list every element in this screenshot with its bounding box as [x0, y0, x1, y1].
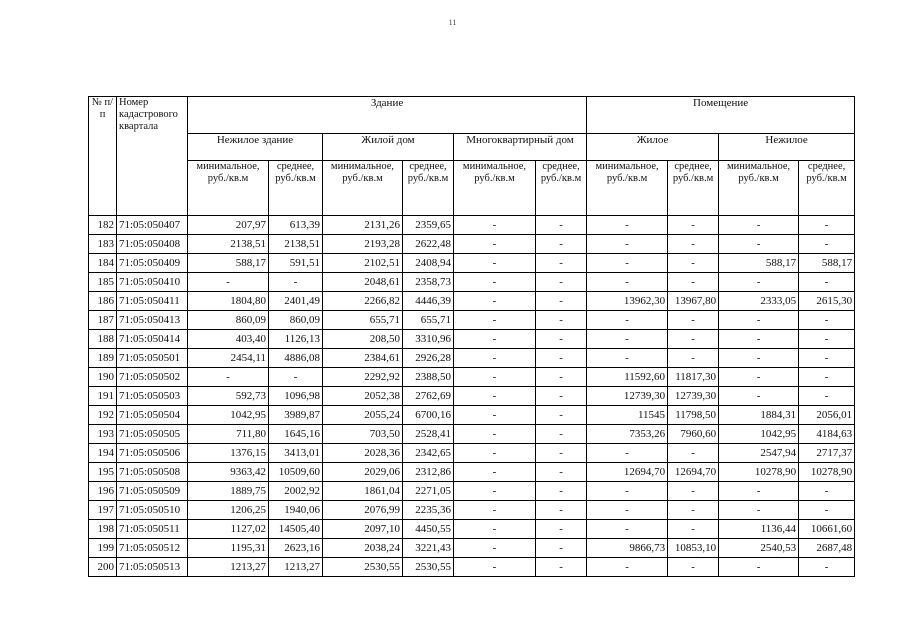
value-cell: -	[454, 520, 536, 539]
value-cell: -	[719, 216, 799, 235]
value-cell: -	[536, 368, 587, 387]
cadastral-value-table	[88, 96, 855, 577]
header-residential-house: Жилой дом	[323, 134, 454, 161]
value-cell: -	[454, 539, 536, 558]
value-cell: 11592,60	[587, 368, 668, 387]
value-cell: -	[454, 292, 536, 311]
value-cell: -	[799, 216, 855, 235]
table-row	[89, 235, 855, 254]
value-cell: -	[454, 558, 536, 577]
cadastral-number-cell: 71:05:050510	[117, 501, 188, 520]
table-row	[89, 463, 855, 482]
value-cell: 613,39	[269, 216, 323, 235]
value-cell: -	[536, 482, 587, 501]
row-number-cell: 182	[89, 216, 117, 235]
value-cell: 2401,49	[269, 292, 323, 311]
value-cell: 13962,30	[587, 292, 668, 311]
row-number-cell: 199	[89, 539, 117, 558]
value-cell: 2540,53	[719, 539, 799, 558]
row-number-cell: 190	[89, 368, 117, 387]
value-cell: -	[668, 501, 719, 520]
value-cell: 1195,31	[188, 539, 269, 558]
header-avg: среднее, руб./кв.м	[799, 161, 855, 216]
value-cell: -	[536, 539, 587, 558]
header-cadastral-quarter: Номер кадастрового квартала	[117, 97, 188, 216]
value-cell: -	[799, 482, 855, 501]
value-cell: -	[454, 387, 536, 406]
value-cell: -	[668, 311, 719, 330]
row-number-cell: 188	[89, 330, 117, 349]
row-number-cell: 193	[89, 425, 117, 444]
table-body	[89, 216, 855, 577]
header-min: минимальное, руб./кв.м	[454, 161, 536, 216]
value-cell: 655,71	[323, 311, 403, 330]
table-row	[89, 520, 855, 539]
value-cell: 403,40	[188, 330, 269, 349]
value-cell: -	[799, 273, 855, 292]
table-row	[89, 444, 855, 463]
row-number-cell: 195	[89, 463, 117, 482]
cadastral-number-cell: 71:05:050414	[117, 330, 188, 349]
value-cell: 860,09	[269, 311, 323, 330]
value-cell: -	[269, 368, 323, 387]
value-cell: -	[719, 368, 799, 387]
value-cell: 703,50	[323, 425, 403, 444]
value-cell: 3310,96	[403, 330, 454, 349]
table-row	[89, 349, 855, 368]
table-row	[89, 273, 855, 292]
value-cell: -	[536, 558, 587, 577]
cadastral-number-cell: 71:05:050505	[117, 425, 188, 444]
value-cell: -	[799, 349, 855, 368]
value-cell: 2530,55	[323, 558, 403, 577]
value-cell: -	[668, 330, 719, 349]
value-cell: -	[799, 387, 855, 406]
value-cell: 2102,51	[323, 254, 403, 273]
table-row	[89, 311, 855, 330]
value-cell: -	[587, 482, 668, 501]
value-cell: 1889,75	[188, 482, 269, 501]
value-cell: -	[536, 463, 587, 482]
value-cell: 207,97	[188, 216, 269, 235]
value-cell: -	[536, 254, 587, 273]
value-cell: 2342,65	[403, 444, 454, 463]
table-row	[89, 425, 855, 444]
value-cell: 1213,27	[269, 558, 323, 577]
value-cell: 1804,80	[188, 292, 269, 311]
value-cell: 2528,41	[403, 425, 454, 444]
cadastral-number-cell: 71:05:050511	[117, 520, 188, 539]
value-cell: 1096,98	[269, 387, 323, 406]
value-cell: 1127,02	[188, 520, 269, 539]
value-cell: 2052,38	[323, 387, 403, 406]
value-cell: 14505,40	[269, 520, 323, 539]
value-cell: -	[668, 273, 719, 292]
value-cell: 2038,24	[323, 539, 403, 558]
value-cell: 9866,73	[587, 539, 668, 558]
row-number-cell: 194	[89, 444, 117, 463]
value-cell: -	[719, 349, 799, 368]
header-building: Здание	[188, 97, 587, 134]
value-cell: 2076,99	[323, 501, 403, 520]
value-cell: -	[587, 444, 668, 463]
value-cell: -	[587, 501, 668, 520]
value-cell: 2454,11	[188, 349, 269, 368]
header-avg: среднее, руб./кв.м	[536, 161, 587, 216]
value-cell: 6700,16	[403, 406, 454, 425]
value-cell: -	[587, 273, 668, 292]
value-cell: -	[188, 368, 269, 387]
value-cell: 1042,95	[188, 406, 269, 425]
value-cell: -	[719, 311, 799, 330]
table-row	[89, 501, 855, 520]
header-avg: среднее, руб./кв.м	[269, 161, 323, 216]
header-min: минимальное, руб./кв.м	[719, 161, 799, 216]
value-cell: -	[587, 520, 668, 539]
row-number-cell: 183	[89, 235, 117, 254]
value-cell: 7960,60	[668, 425, 719, 444]
value-cell: 1861,04	[323, 482, 403, 501]
value-cell: 711,80	[188, 425, 269, 444]
value-cell: -	[454, 273, 536, 292]
value-cell: -	[454, 425, 536, 444]
value-cell: 4450,55	[403, 520, 454, 539]
value-cell: 208,50	[323, 330, 403, 349]
value-cell: -	[668, 216, 719, 235]
value-cell: 10853,10	[668, 539, 719, 558]
value-cell: 2547,94	[719, 444, 799, 463]
table-row	[89, 539, 855, 558]
value-cell: -	[719, 501, 799, 520]
row-number-cell: 189	[89, 349, 117, 368]
row-number-cell: 198	[89, 520, 117, 539]
value-cell: 2408,94	[403, 254, 454, 273]
value-cell: 2029,06	[323, 463, 403, 482]
table-row	[89, 254, 855, 273]
header-nonresidential-building: Нежилое здание	[188, 134, 323, 161]
header-number: № п/п	[89, 97, 117, 216]
value-cell: -	[587, 254, 668, 273]
value-cell: 2097,10	[323, 520, 403, 539]
row-number-cell: 200	[89, 558, 117, 577]
value-cell: 2292,92	[323, 368, 403, 387]
value-cell: -	[719, 387, 799, 406]
value-cell: 1645,16	[269, 425, 323, 444]
value-cell: -	[719, 235, 799, 254]
row-number-cell: 192	[89, 406, 117, 425]
value-cell: 2193,28	[323, 235, 403, 254]
value-cell: -	[454, 311, 536, 330]
table-row	[89, 330, 855, 349]
cadastral-number-cell: 71:05:050509	[117, 482, 188, 501]
value-cell: 2530,55	[403, 558, 454, 577]
value-cell: -	[587, 558, 668, 577]
value-cell: 1042,95	[719, 425, 799, 444]
value-cell: -	[454, 330, 536, 349]
value-cell: -	[454, 349, 536, 368]
cadastral-number-cell: 71:05:050513	[117, 558, 188, 577]
value-cell: 2388,50	[403, 368, 454, 387]
cadastral-number-cell: 71:05:050506	[117, 444, 188, 463]
row-number-cell: 191	[89, 387, 117, 406]
value-cell: -	[587, 216, 668, 235]
value-cell: -	[536, 311, 587, 330]
cadastral-number-cell: 71:05:050409	[117, 254, 188, 273]
table-row	[89, 216, 855, 235]
value-cell: 2312,86	[403, 463, 454, 482]
value-cell: 11817,30	[668, 368, 719, 387]
table-row	[89, 406, 855, 425]
value-cell: -	[454, 482, 536, 501]
value-cell: 4886,08	[269, 349, 323, 368]
value-cell: -	[668, 520, 719, 539]
value-cell: 11545	[587, 406, 668, 425]
cadastral-number-cell: 71:05:050413	[117, 311, 188, 330]
value-cell: 588,17	[188, 254, 269, 273]
value-cell: 4184,63	[799, 425, 855, 444]
cadastral-number-cell: 71:05:050407	[117, 216, 188, 235]
header-min: минимальное, руб./кв.м	[587, 161, 668, 216]
value-cell: -	[454, 235, 536, 254]
cadastral-number-cell: 71:05:050411	[117, 292, 188, 311]
value-cell: -	[719, 482, 799, 501]
header-apartment-building: Многоквартирный дом	[454, 134, 587, 161]
value-cell: 9363,42	[188, 463, 269, 482]
value-cell: 13967,80	[668, 292, 719, 311]
value-cell: -	[269, 273, 323, 292]
value-cell: 2028,36	[323, 444, 403, 463]
value-cell: -	[719, 558, 799, 577]
value-cell: -	[454, 406, 536, 425]
value-cell: 10278,90	[799, 463, 855, 482]
value-cell: 655,71	[403, 311, 454, 330]
value-cell: 2926,28	[403, 349, 454, 368]
cadastral-number-cell: 71:05:050512	[117, 539, 188, 558]
value-cell: 591,51	[269, 254, 323, 273]
value-cell: 2623,16	[269, 539, 323, 558]
value-cell: 2131,26	[323, 216, 403, 235]
value-cell: 10278,90	[719, 463, 799, 482]
cadastral-number-cell: 71:05:050503	[117, 387, 188, 406]
value-cell: 588,17	[719, 254, 799, 273]
value-cell: 2138,51	[188, 235, 269, 254]
value-cell: -	[188, 273, 269, 292]
value-cell: -	[668, 444, 719, 463]
value-cell: -	[668, 254, 719, 273]
value-cell: -	[799, 558, 855, 577]
header-nonresidential-premises: Нежилое	[719, 134, 855, 161]
value-cell: -	[536, 425, 587, 444]
value-cell: 2048,61	[323, 273, 403, 292]
value-cell: -	[536, 444, 587, 463]
value-cell: 860,09	[188, 311, 269, 330]
value-cell: 4446,39	[403, 292, 454, 311]
row-number-cell: 196	[89, 482, 117, 501]
value-cell: 2358,73	[403, 273, 454, 292]
value-cell: -	[799, 501, 855, 520]
value-cell: 1376,15	[188, 444, 269, 463]
value-cell: -	[719, 273, 799, 292]
cadastral-number-cell: 71:05:050502	[117, 368, 188, 387]
row-number-cell: 186	[89, 292, 117, 311]
value-cell: 7353,26	[587, 425, 668, 444]
row-number-cell: 197	[89, 501, 117, 520]
value-cell: 10661,60	[799, 520, 855, 539]
header-premises: Помещение	[587, 97, 855, 134]
value-cell: -	[668, 482, 719, 501]
value-cell: -	[536, 235, 587, 254]
value-cell: 2138,51	[269, 235, 323, 254]
value-cell: -	[587, 235, 668, 254]
value-cell: 2762,69	[403, 387, 454, 406]
page-number: 11	[448, 18, 457, 27]
value-cell: -	[587, 349, 668, 368]
value-cell: -	[587, 330, 668, 349]
value-cell: 1213,27	[188, 558, 269, 577]
value-cell: -	[536, 387, 587, 406]
value-cell: 1136,44	[719, 520, 799, 539]
value-cell: -	[454, 368, 536, 387]
table-row	[89, 482, 855, 501]
value-cell: -	[587, 311, 668, 330]
header-residential-premises: Жилое	[587, 134, 719, 161]
header-min: минимальное, руб./кв.м	[323, 161, 403, 216]
value-cell: 2002,92	[269, 482, 323, 501]
value-cell: 3989,87	[269, 406, 323, 425]
value-cell: -	[536, 501, 587, 520]
value-cell: 12694,70	[668, 463, 719, 482]
value-cell: 2333,05	[719, 292, 799, 311]
value-cell: -	[536, 273, 587, 292]
value-cell: -	[454, 216, 536, 235]
value-cell: 1940,06	[269, 501, 323, 520]
value-cell: 2235,36	[403, 501, 454, 520]
table-row	[89, 292, 855, 311]
value-cell: 1126,13	[269, 330, 323, 349]
value-cell: 592,73	[188, 387, 269, 406]
value-cell: -	[536, 216, 587, 235]
value-cell: -	[536, 292, 587, 311]
value-cell: -	[536, 349, 587, 368]
value-cell: 3413,01	[269, 444, 323, 463]
value-cell: -	[799, 311, 855, 330]
value-cell: 12694,70	[587, 463, 668, 482]
cadastral-number-cell: 71:05:050508	[117, 463, 188, 482]
value-cell: 12739,30	[587, 387, 668, 406]
value-cell: 1206,25	[188, 501, 269, 520]
row-number-cell: 187	[89, 311, 117, 330]
cadastral-number-cell: 71:05:050410	[117, 273, 188, 292]
value-cell: 588,17	[799, 254, 855, 273]
value-cell: 2359,65	[403, 216, 454, 235]
value-cell: 2622,48	[403, 235, 454, 254]
value-cell: 2384,61	[323, 349, 403, 368]
value-cell: -	[454, 444, 536, 463]
value-cell: -	[719, 330, 799, 349]
cadastral-number-cell: 71:05:050408	[117, 235, 188, 254]
table-row	[89, 558, 855, 577]
value-cell: 2687,48	[799, 539, 855, 558]
value-cell: -	[536, 330, 587, 349]
value-cell: -	[454, 501, 536, 520]
value-cell: 3221,43	[403, 539, 454, 558]
value-cell: 10509,60	[269, 463, 323, 482]
value-cell: 2717,37	[799, 444, 855, 463]
value-cell: -	[668, 558, 719, 577]
value-cell: -	[799, 235, 855, 254]
value-cell: -	[799, 368, 855, 387]
cadastral-number-cell: 71:05:050504	[117, 406, 188, 425]
value-cell: -	[454, 254, 536, 273]
value-cell: -	[668, 349, 719, 368]
value-cell: 2055,24	[323, 406, 403, 425]
value-cell: 1884,31	[719, 406, 799, 425]
table-row	[89, 387, 855, 406]
header-avg: среднее, руб./кв.м	[668, 161, 719, 216]
value-cell: 2056,01	[799, 406, 855, 425]
value-cell: 11798,50	[668, 406, 719, 425]
value-cell: -	[668, 235, 719, 254]
value-cell: -	[454, 463, 536, 482]
value-cell: -	[536, 406, 587, 425]
value-cell: 2615,30	[799, 292, 855, 311]
header-min: минимальное, руб./кв.м	[188, 161, 269, 216]
cadastral-number-cell: 71:05:050501	[117, 349, 188, 368]
value-cell: 2271,05	[403, 482, 454, 501]
value-cell: -	[799, 330, 855, 349]
value-cell: 2266,82	[323, 292, 403, 311]
value-cell: -	[536, 520, 587, 539]
header-avg: среднее, руб./кв.м	[403, 161, 454, 216]
table-row	[89, 368, 855, 387]
value-cell: 12739,30	[668, 387, 719, 406]
row-number-cell: 184	[89, 254, 117, 273]
row-number-cell: 185	[89, 273, 117, 292]
